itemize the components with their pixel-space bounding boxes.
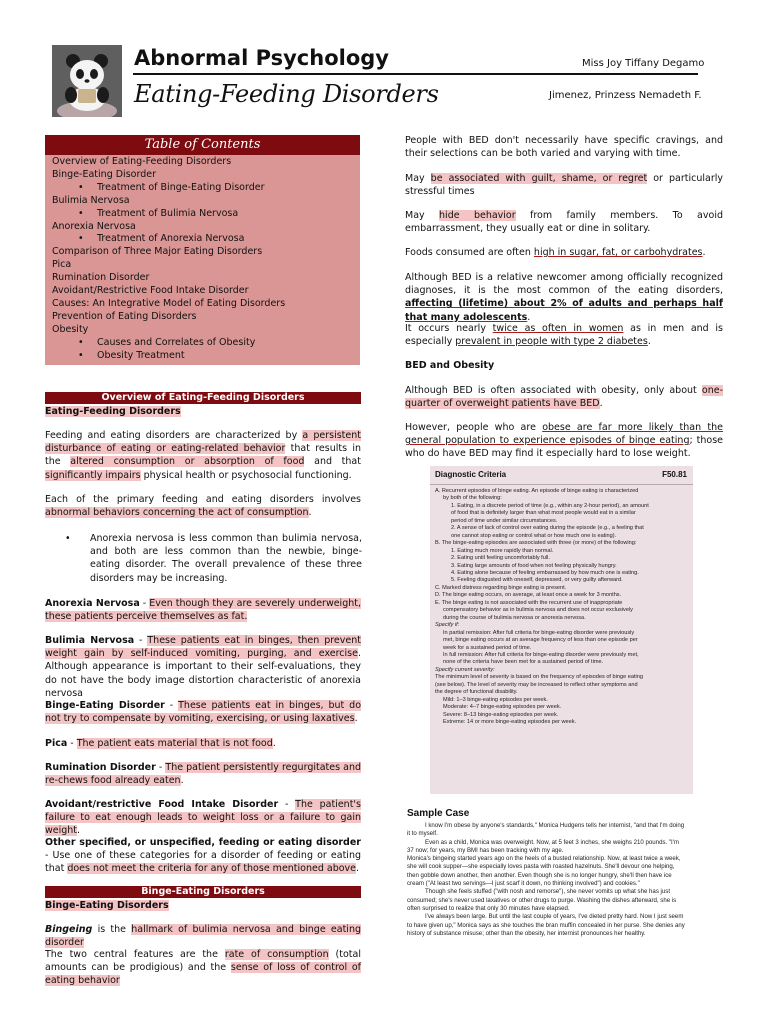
- toc-item[interactable]: Bulimia Nervosa: [52, 194, 130, 206]
- definition-rumination: Rumination Disorder - The patient persistently regurgitates and re-chews food already eaten.: [45, 762, 362, 787]
- author-name: Jimenez, Prinzess Nemadeth F.: [549, 90, 702, 101]
- criteria-line: Specify current severity:: [435, 666, 495, 673]
- section-bar-binge-eating: Binge-Eating Disorders: [45, 886, 361, 898]
- criteria-line: Extreme: 14 or more binge-eating episodes per week.: [443, 719, 577, 726]
- criteria-line: Moderate: 4–7 binge-eating episodes per week.: [443, 704, 562, 711]
- criteria-line: met, binge eating occurs at an average frequency of less than one episode per: [443, 637, 638, 644]
- toc-item[interactable]: Overview of Eating-Feeding Disorders: [52, 156, 232, 167]
- toc-item[interactable]: Obesity: [52, 323, 89, 335]
- criteria-line: 3. Eating large amounts of food when not feeling physically hungry.: [451, 562, 617, 569]
- criteria-line: In full remission: After full criteria for binge-eating disorder were previously met,: [443, 651, 639, 658]
- toc-item[interactable]: Avoidant/Restrictive Food Intake Disorder: [52, 285, 249, 297]
- case-line: Monica's bingeing started years ago on the heels of a busted relationship. Now, at least twice a week,: [407, 855, 681, 863]
- paragraph: Feeding and eating disorders are characterized by a persistent disturbance of eating or eating-related behavior that results in the altered consumption or absorption of food and that significantly impairs physical health or psychosocial functioning.: [45, 430, 361, 481]
- criteria-line: D. The binge eating occurs, on average, at least once a week for 3 months.: [435, 592, 622, 599]
- criteria-code: F50.81: [662, 470, 687, 479]
- criteria-line: 4. Eating alone because of feeling embarrassed by how much one is eating.: [451, 569, 639, 576]
- paragraph: Although BED is often associated with obesity, only about one-quarter of overweight patients have BED.: [405, 385, 723, 410]
- header-rule: [133, 73, 698, 75]
- panda-logo: [52, 45, 122, 117]
- criteria-line: Specify if:: [435, 622, 460, 629]
- bullet-item: • Anorexia nervosa is less common than bulimia nervosa, and both are less common than the newbie, binge-eating disorder. The overall prevalence of these three disorders may be increasing.: [65, 532, 362, 585]
- case-line: often surprised to realize that only 30 minutes have elapsed.: [407, 904, 570, 912]
- criteria-line: (see below). The level of severity may be increased to reflect other symptoms and: [435, 681, 638, 688]
- criteria-line: by both of the following:: [443, 495, 502, 502]
- case-line: then gobble down another, then another. Even though she is no longer hungry, she'll then have ice: [407, 871, 672, 879]
- toc-item[interactable]: Prevention of Eating Disorders: [52, 310, 197, 322]
- paragraph: It occurs nearly twice as often in women as in men and is especially prevalent in people with type 2 diabetes.: [405, 323, 723, 348]
- toc-item[interactable]: Pica: [52, 259, 72, 271]
- case-line: to have given up," Monica says as she touches the bran muffin concealed in her purse. She denies any: [407, 921, 685, 929]
- section-heading: Binge-Eating Disorders: [45, 900, 169, 911]
- criteria-line: E. The binge eating is not associated with the recurrent use of inappropriate: [435, 599, 623, 606]
- case-line: history of substance misuse; other than the obesity, her internist pronounces her healthy.: [407, 929, 646, 937]
- toc-subitem[interactable]: • Obesity Treatment: [52, 350, 360, 363]
- case-line: it to myself.: [407, 830, 438, 838]
- paragraph: Each of the primary feeding and eating disorders involves abnormal behaviors concerning the act of consumption.: [45, 494, 361, 519]
- paragraph: Although BED is a relative newcomer among officially recognized diagnoses, it is the most common of the eating disorders, affecting (lifetime) about 2% of adults and perhaps half that many adolescents.: [405, 272, 723, 323]
- case-line: Though she feels stuffed ("with nosh and remorse"), she never vomits up what she has just: [425, 888, 671, 896]
- paragraph: People with BED don't necessarily have specific cravings, and their selections can be both varied and varying with time.: [405, 135, 723, 160]
- criteria-line: of food that is definitely larger than what most people would eat in a similar: [451, 510, 636, 517]
- definition-binge-eating: Binge-Eating Disorder - These patients eat in binges, but do not try to compensate by vomiting, exercising, or using laxatives.: [45, 700, 362, 725]
- criteria-text: [435, 488, 690, 727]
- criteria-line: 1. Eating much more rapidly than normal.: [451, 547, 554, 554]
- definition-pica: Pica - The patient eats material that is not food.: [45, 738, 276, 749]
- panda-icon: [52, 45, 122, 117]
- criteria-header: [430, 466, 693, 485]
- diagnostic-criteria-box: [430, 466, 693, 794]
- criteria-line: 5. Feeling disgusted with oneself, depressed, or very guilty afterward.: [451, 577, 623, 584]
- toc-item[interactable]: Comparison of Three Major Eating Disorders: [52, 246, 263, 258]
- case-line: I know I'm obese by anyone's standards," Monica Hudgens tells her internist, "and that I'm doing: [425, 822, 685, 829]
- criteria-line: none of the criteria have been met for a sustained period of time.: [443, 659, 604, 666]
- criteria-line: period of time under similar circumstances.: [451, 517, 558, 524]
- toc-subitem[interactable]: • Causes and Correlates of Obesity: [52, 337, 360, 350]
- criteria-line: A. Recurrent episodes of binge eating. An episode of binge eating is characterized: [435, 488, 639, 494]
- paragraph: May be associated with guilt, shame, or regret or particularly stressful times: [405, 173, 723, 198]
- case-line: I've always been large. But until the last couple of years, I've dieted pretty hard. Now I just seem: [425, 913, 684, 921]
- criteria-line: Mild: 1–3 binge-eating episodes per week.: [443, 696, 548, 703]
- case-line: she will cook supper—she especially loves pasta with roasted hazelnuts. She'll devour one helping,: [407, 863, 675, 871]
- paragraph: Bingeing is the hallmark of bulimia nervosa and binge eating disorder: [45, 924, 361, 949]
- sample-case-title: Sample Case: [407, 808, 470, 819]
- subheading-bed-obesity: BED and Obesity: [405, 360, 495, 371]
- toc-item[interactable]: Anorexia Nervosa: [52, 220, 136, 232]
- course-title: Abnormal Psychology: [134, 46, 389, 70]
- definition-arfid: Avoidant/restrictive Food Intake Disorder - The patient's failure to eat enough leads to weight loss or a failure to gain weight.: [45, 799, 361, 837]
- criteria-line: In partial remission: After full criteria for binge-eating disorder were previously: [443, 629, 635, 636]
- criteria-line: C. Marked distress regarding binge eating is present.: [435, 584, 567, 591]
- case-line: Even as a child, Monica was overweight. Now, at 5 feet 3 inches, she weighs 210 pounds. "I'm: [425, 838, 679, 846]
- criteria-line: The minimum level of severity is based on the frequency of episodes of binge eating: [435, 674, 644, 681]
- criteria-line: during the course of bulimia nervosa or anorexia nervosa.: [443, 614, 586, 621]
- topic-title: Eating-Feeding Disorders: [134, 80, 439, 108]
- criteria-line: Severe: 8–13 binge-eating episodes per week.: [443, 711, 559, 718]
- criteria-line: the degree of functional disability.: [435, 689, 518, 696]
- criteria-line: B. The binge-eating episodes are associated with three (or more) of the following:: [435, 540, 637, 547]
- criteria-title: Diagnostic Criteria: [435, 470, 507, 479]
- toc-item[interactable]: Rumination Disorder: [52, 272, 150, 284]
- case-line: consumed; she's never used laxatives or other drugs to purge. Washing the dishes afterward, she is: [407, 896, 677, 904]
- toc-subitem[interactable]: • Treatment of Bulimia Nervosa: [52, 208, 360, 221]
- paragraph: However, people who are obese are far more likely than the general population to experience episodes of binge eating; those who do have BED may find it especially hard to lose weight.: [405, 422, 724, 460]
- criteria-line: 1. Eating, in a discrete period of time (e.g., within any 2-hour period), an amount: [451, 502, 649, 509]
- toc-subitem[interactable]: • Treatment of Anorexia Nervosa: [52, 233, 360, 246]
- case-line: cream ("At least two servings—I just scarf it down, no thinking involved") and cookies.": [407, 880, 640, 888]
- case-line: 37 now; for years, my BMI has been tracking with my age.: [407, 846, 564, 854]
- sample-case-text: [407, 822, 725, 938]
- criteria-line: 2. Eating until feeling uncomfortably full.: [451, 555, 550, 562]
- instructor-name: Miss Joy Tiffany Degamo: [582, 58, 705, 69]
- paragraph: The two central features are the rate of consumption (total amounts can be prodigious) and the sense of loss of control of eating behavior: [45, 949, 362, 987]
- section-heading: Eating-Feeding Disorders: [45, 406, 181, 417]
- criteria-line: week for a sustained period of time.: [443, 644, 532, 651]
- toc-item[interactable]: Binge-Eating Disorder: [52, 168, 156, 180]
- paragraph: Foods consumed are often high in sugar, fat, or carbohydrates.: [405, 247, 706, 258]
- toc-subitem[interactable]: • Treatment of Binge-Eating Disorder: [52, 182, 360, 195]
- criteria-line: one cannot stop eating or control what or how much one is eating).: [451, 532, 617, 539]
- paragraph: May hide behavior from family members. To avoid embarrassment, they usually eat or dine in solitary.: [405, 210, 723, 235]
- definition-bulimia: Bulimia Nervosa - These patients eat in binges, then prevent weight gain by self-induced vomiting, purging, and exercise. Although appearance is important to their self-evaluations, they do not have the body image distortion characteristic of anorexia nervosa: [45, 635, 361, 699]
- toc-item[interactable]: Causes: An Integrative Model of Eating Disorders: [52, 297, 286, 309]
- criteria-line: compensatory behavior as in bulimia nervosa and does not occur exclusively: [443, 607, 633, 614]
- section-bar-overview: Overview of Eating-Feeding Disorders: [45, 392, 361, 404]
- definition-anorexia: Anorexia Nervosa - Even though they are severely underweight, these patients perceive themselves as fat.: [45, 598, 361, 623]
- table-of-contents: [45, 155, 360, 365]
- toc-title: Table of Contents: [45, 135, 360, 155]
- criteria-line: 2. A sense of lack of control over eating during the episode (e.g., a feeling that: [451, 525, 644, 532]
- definition-osfed: Other specified, or unspecified, feeding or eating disorder - Use one of these categories for a disorder of feeding or eating that does not meet the criteria for any of those mentioned above.: [45, 837, 361, 875]
